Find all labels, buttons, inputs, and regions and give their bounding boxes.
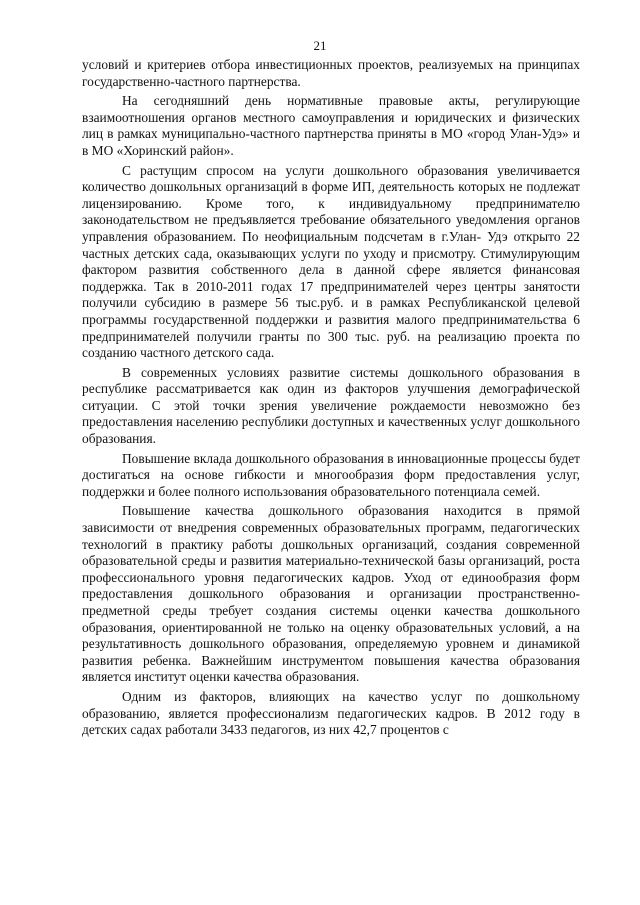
paragraph-demographic-factor: В современных условиях развитие системы дошкольного образования в республике рассматривается как один из факторов улучшения демографической ситуации. С этой точки зрения увеличение рождаемости невозможно без предоставления населению республики доступных и качественных услуг дошкольного образования. xyxy=(82,364,580,447)
document-body xyxy=(82,57,580,742)
paragraph-ppp-criteria: условий и критериев отбора инвестиционных проектов, реализуемых на принципах государственно-частного партнерства. xyxy=(82,57,580,89)
paragraph-private-kindergartens: С растущим спросом на услуги дошкольного образования увеличивается количество дошкольных организаций в форме ИП, деятельность которых не подлежат лицензированию. Кроме того, к индивидуальному предпринимателю законодательством не предъявляется требование обязательного уведомления органов управления образованием. По неофициальным подсчетам в г.Улан- Удэ открыто 22 частных детских сада, оказывающих услуги по уходу и присмотру. Стимулирующим фактором развития собственного дела в данной сфере является финансовая поддержка. Так в 2010-2011 годах 17 предпринимателей через центры занятости получили субсидию в размере 56 тыс.руб. и в рамках Республиканской целевой программы государственной поддержки и развития малого предпринимательства 6 предпринимателей получили гранты по 300 тыс. руб. на реализацию проекта по созданию частного детского сада. xyxy=(82,162,580,361)
page-number: 21 xyxy=(313,38,327,53)
paragraph-teacher-professionalism: Одним из факторов, влияющих на качество услуг по дошкольному образованию, является профессионализм педагогических кадров. В 2012 году в детских садах работали 3433 педагогов, из них 42,7 процентов с xyxy=(82,688,580,738)
paragraph-normative-acts: На сегодняшний день нормативные правовые акты, регулирующие взаимоотношения органов местного самоуправления и юридических и физических лиц в рамках муниципально-частного партнерства приняты в МО «город Улан-Удэ» и в МО «Хоринский район». xyxy=(82,93,580,158)
paragraph-quality-improvement: Повышение качества дошкольного образования находится в прямой зависимости от внедрения современных образовательных программ, педагогических технологий в практику работы дошкольных организаций, создания современной образовательной среды и развития материально-технической базы организаций, роста профессионального уровня педагогических кадров. Уход от единообразия форм предоставления дошкольного образования и организации пространственно-предметной среды требует создания системы оценки качества дошкольного образования, ориентированной не только на оценку образовательных условий, а на результативность дошкольного образования, определяемую уровнем и динамикой развития ребенка. Важнейшим инструментом повышения качества образования является институт оценки качества образования. xyxy=(82,503,580,685)
paragraph-innovation-contribution: Повышение вклада дошкольного образования в инновационные процессы будет достигаться на основе гибкости и многообразия форм предоставления услуг, поддержки и более полного использования образовательного потенциала семей. xyxy=(82,450,580,499)
